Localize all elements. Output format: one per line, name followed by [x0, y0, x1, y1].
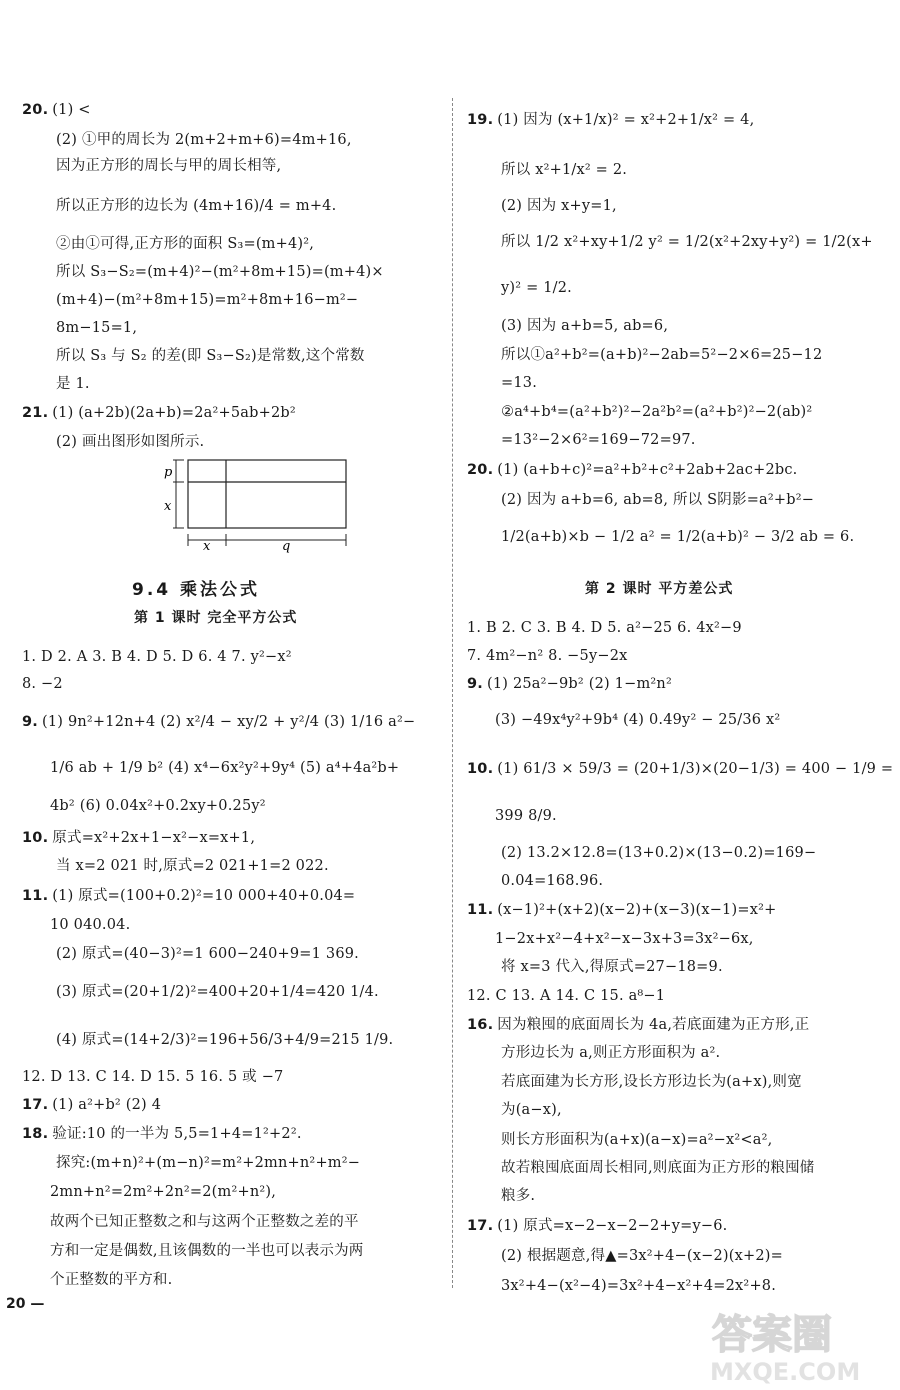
x-bottom-label: x [203, 539, 211, 554]
watermark-text: 答案圈 [712, 1312, 832, 1358]
answer-line: 探究:(m+n)²+(m−n)²=m²+2mn+n²+m²− [56, 1155, 361, 1171]
answer-line: 1−2x+x²−4+x²−x−3x+3=3x²−6x, [495, 931, 754, 947]
answer-line [467, 759, 893, 779]
lesson-title: 第 1 课时 完全平方公式 [134, 610, 298, 626]
section-title: 9.4 乘法公式 [132, 580, 261, 600]
answer-line: (2) 因为 a+b=6, ab=8, 所以 S阴影=a²+b²− [501, 492, 815, 508]
answer-line: ②a⁴+b⁴=(a²+b²)²−2a²b²=(a²+b²)²−2(ab)² [501, 404, 813, 420]
answer-line: 8. −2 [22, 676, 63, 692]
answer-text: (1) 原式=(100+0.2)²=10 000+40+0.04= [52, 888, 356, 904]
answer-line: 4b² (6) 0.04x²+0.2xy+0.25y² [50, 798, 266, 814]
answer-line [22, 886, 355, 906]
answer-line [467, 1015, 809, 1035]
answer-line: (3) −49x⁴y²+9b⁴ (4) 0.49y² − 25/36 x² [495, 712, 781, 728]
answer-line [467, 1216, 728, 1236]
answer-line: 3x²+4−(x²−4)=3x²+4−x²+4=2x²+8. [501, 1278, 777, 1294]
answer-line: (2) ①甲的周长为 2(m+2+m+6)=4m+16, [56, 132, 352, 148]
answer-line: 10 040.04. [50, 917, 131, 933]
question-number: 18. [22, 1126, 49, 1142]
answer-line [467, 900, 776, 920]
column-divider [452, 98, 453, 1288]
answer-line: 1/2(a+b)×b − 1/2 a² = 1/2(a+b)² − 3/2 ab = 6. [501, 529, 855, 545]
answer-line: (2) 原式=(40−3)²=1 600−240+9=1 369. [56, 946, 359, 962]
answer-line: (2) 因为 x+y=1, [501, 198, 617, 214]
answer-line: 为(a−x), [501, 1102, 562, 1118]
answer-line: =13²−2×6²=169−72=97. [501, 432, 696, 448]
answer-line: 因为正方形的周长与甲的周长相等, [56, 158, 282, 174]
question-number: 9. [467, 676, 483, 692]
answer-line [467, 110, 754, 130]
answer-line [467, 674, 672, 694]
answer-line: (4) 原式=(14+2/3)²=196+56/3+4/9=215 1/9. [56, 1032, 394, 1048]
question-number: 11. [467, 902, 494, 918]
answer-line [22, 403, 296, 423]
answer-text: (1) a²+b² (2) 4 [52, 1097, 162, 1113]
q-label: q [282, 539, 291, 554]
question-number: 21. [22, 405, 49, 421]
answer-line: 所以 S₃−S₂=(m+4)²−(m²+8m+15)=(m+4)× [56, 264, 384, 280]
answer-line: 399 8/9. [495, 808, 557, 824]
answer-line: =13. [501, 375, 538, 391]
question-number: 9. [22, 714, 38, 730]
answer-line [22, 1095, 161, 1115]
answer-line: 1/6 ab + 1/9 b² (4) x⁴−6x²y²+9y⁴ (5) a⁴+4a²b+ [50, 760, 400, 776]
answer-line: (3) 因为 a+b=5, ab=6, [501, 318, 669, 334]
watermark-logo [700, 1300, 895, 1385]
question-number: 17. [467, 1218, 494, 1234]
question-number: 17. [22, 1097, 49, 1113]
answer-line: 1. D 2. A 3. B 4. D 5. D 6. 4 7. y²−x² [22, 649, 292, 665]
question-number: 20. [467, 462, 494, 478]
lesson-title: 第 2 课时 平方差公式 [585, 581, 734, 597]
answer-line [467, 460, 797, 480]
answer-line: ②由①可得,正方形的面积 S₃=(m+4)², [56, 236, 315, 252]
question-number: 16. [467, 1017, 494, 1033]
answer-line: 粮多. [501, 1188, 536, 1204]
answer-line: y)² = 1/2. [501, 280, 572, 296]
answer-line: 是 1. [56, 376, 90, 392]
rectangle-figure [164, 450, 362, 554]
answer-line: 若底面建为长方形,设长方形边长为(a+x),则宽 [501, 1074, 802, 1090]
answer-text: 因为粮囤的底面周长为 4a,若底面建为正方形,正 [497, 1017, 810, 1033]
answer-text: (1) (a+2b)(2a+b)=2a²+5ab+2b² [52, 405, 296, 421]
answer-line: (m+4)−(m²+8m+15)=m²+8m+16−m²− [56, 292, 359, 308]
answer-line: 所以 x²+1/x² = 2. [501, 162, 628, 178]
answer-line: (2) 根据题意,得▲=3x²+4−(x−2)(x+2)= [501, 1248, 783, 1264]
answer-line [22, 828, 255, 848]
answer-text: (1) 25a²−9b² (2) 1−m²n² [487, 676, 672, 692]
answer-text: 验证:10 的一半为 5,5=1+4=1²+2². [52, 1126, 302, 1142]
question-number: 19. [467, 112, 494, 128]
answer-line: 方和一定是偶数,且该偶数的一半也可以表示为两 [50, 1243, 364, 1259]
answer-text: (x−1)²+(x+2)(x−2)+(x−3)(x−1)=x²+ [497, 902, 777, 918]
answer-line: 方形边长为 a,则正方形面积为 a². [501, 1045, 721, 1061]
answer-line: 7. 4m²−n² 8. −5y−2x [467, 648, 628, 664]
answer-line [22, 100, 91, 120]
page-number: 20 — [6, 1296, 45, 1312]
answer-line: 0.04=168.96. [501, 873, 604, 889]
answer-line: 所以 S₃ 与 S₂ 的差(即 S₃−S₂)是常数,这个常数 [56, 348, 365, 364]
answer-line: 故两个已知正整数之和与这两个正整数之差的平 [50, 1214, 359, 1230]
answer-text: (1) 9n²+12n+4 (2) x²/4 − xy/2 + y²/4 (3) 1/16 a²− [42, 714, 416, 730]
answer-text: (1) 61/3 × 59/3 = (20+1/3)×(20−1/3) = 400 − 1/9 = [497, 761, 894, 777]
question-number: 10. [22, 830, 49, 846]
answer-line: 1. B 2. C 3. B 4. D 5. a²−25 6. 4x²−9 [467, 620, 742, 636]
answer-line: 2mn+n²=2m²+2n²=2(m²+n²), [50, 1184, 277, 1200]
answer-text: (1) < [52, 102, 91, 118]
answer-line [22, 1124, 302, 1144]
answer-line: (2) 画出图形如图所示. [56, 434, 205, 450]
answer-line: 8m−15=1, [56, 320, 138, 336]
answer-line: 故若粮囤底面周长相同,则底面为正方形的粮囤储 [501, 1160, 815, 1176]
answer-text: 原式=x²+2x+1−x²−x=x+1, [52, 830, 256, 846]
watermark-sub: MXQE.COM [710, 1358, 861, 1386]
answer-line: 所以 1/2 x²+xy+1/2 y² = 1/2(x²+2xy+y²) = 1/2(x+ [501, 234, 873, 250]
answer-line: 12. C 13. A 14. C 15. a⁸−1 [467, 988, 666, 1004]
answer-line: 则长方形面积为(a+x)(a−x)=a²−x²<a², [501, 1132, 773, 1148]
question-number: 20. [22, 102, 49, 118]
answer-line: 所以①a²+b²=(a+b)²−2ab=5²−2×6=25−12 [501, 347, 823, 363]
answer-text: (1) 因为 (x+1/x)² = x²+2+1/x² = 4, [497, 112, 755, 128]
answer-line: (3) 原式=(20+1/2)²=400+20+1/4=420 1/4. [56, 984, 379, 1000]
answer-line: 所以正方形的边长为 (4m+16)/4 = m+4. [56, 198, 337, 214]
answer-line: 当 x=2 021 时,原式=2 021+1=2 022. [56, 858, 329, 874]
p-label: p [164, 465, 173, 480]
answer-text: (1) (a+b+c)²=a²+b²+c²+2ab+2ac+2bc. [497, 462, 798, 478]
x-side-label: x [164, 499, 172, 514]
answer-text: (1) 原式=x−2−x−2−2+y=y−6. [497, 1218, 728, 1234]
question-number: 10. [467, 761, 494, 777]
answer-line [22, 712, 415, 732]
question-number: 11. [22, 888, 49, 904]
answer-line: 12. D 13. C 14. D 15. 5 16. 5 或 −7 [22, 1069, 284, 1085]
answer-line: (2) 13.2×12.8=(13+0.2)×(13−0.2)=169− [501, 845, 817, 861]
answer-line: 个正整数的平方和. [50, 1272, 173, 1288]
answer-line: 将 x=3 代入,得原式=27−18=9. [501, 959, 723, 975]
